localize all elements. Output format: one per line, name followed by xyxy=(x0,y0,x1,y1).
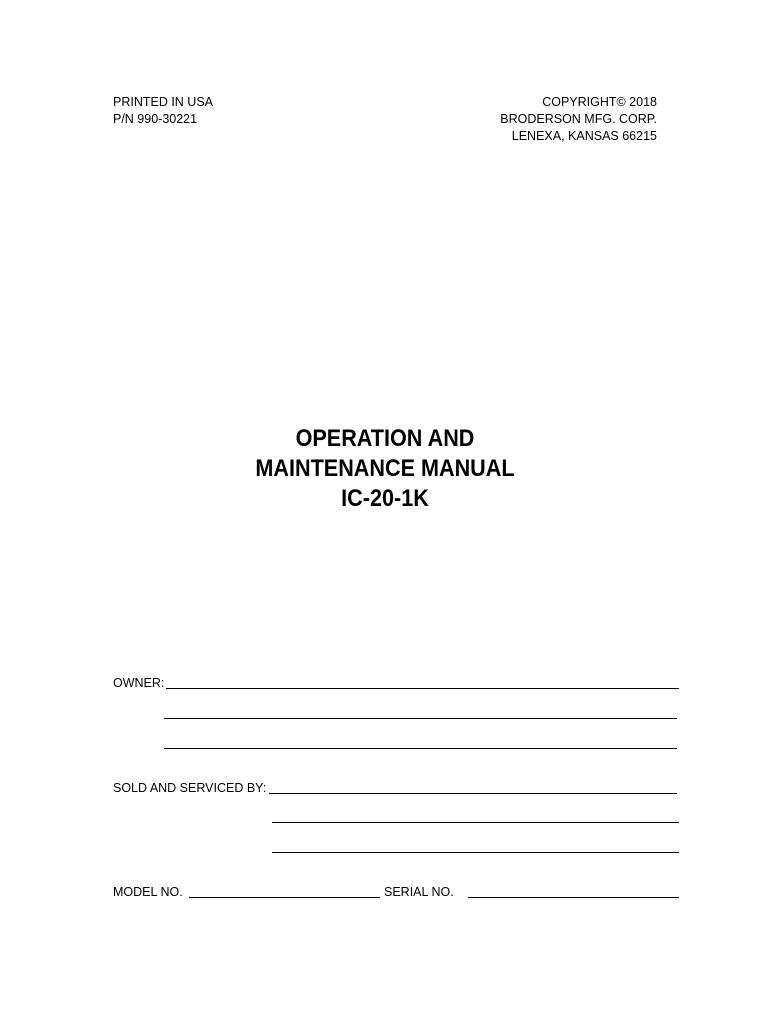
sold-serviced-line-2[interactable] xyxy=(272,822,679,823)
manual-title xyxy=(39,424,732,514)
copyright-line: COPYRIGHT© 2018 xyxy=(542,95,657,109)
printed-in-usa: PRINTED IN USA xyxy=(113,95,214,109)
model-no-line[interactable] xyxy=(189,897,380,898)
owner-label: OWNER: xyxy=(113,676,165,690)
serial-no-line[interactable] xyxy=(468,897,679,898)
sold-serviced-label: SOLD AND SERVICED BY: xyxy=(113,781,267,795)
owner-line-1[interactable] xyxy=(166,688,679,689)
company-name: BRODERSON MFG. CORP. xyxy=(500,112,657,126)
part-number: P/N 990-30221 xyxy=(113,112,198,126)
copyright-info xyxy=(500,94,657,145)
company-address: LENEXA, KANSAS 66215 xyxy=(511,129,657,143)
title-line-3: IC-20-1K xyxy=(341,485,429,512)
sold-serviced-line-1[interactable] xyxy=(269,793,677,794)
model-no-label: MODEL NO. xyxy=(113,885,183,899)
serial-no-label: SERIAL NO. xyxy=(384,885,454,899)
print-info xyxy=(113,94,213,128)
title-line-1: OPERATION AND xyxy=(295,425,475,452)
sold-serviced-line-3[interactable] xyxy=(272,852,679,853)
title-line-2: MAINTENANCE MANUAL xyxy=(255,455,515,482)
owner-line-2[interactable] xyxy=(164,718,677,719)
owner-line-3[interactable] xyxy=(164,748,677,749)
